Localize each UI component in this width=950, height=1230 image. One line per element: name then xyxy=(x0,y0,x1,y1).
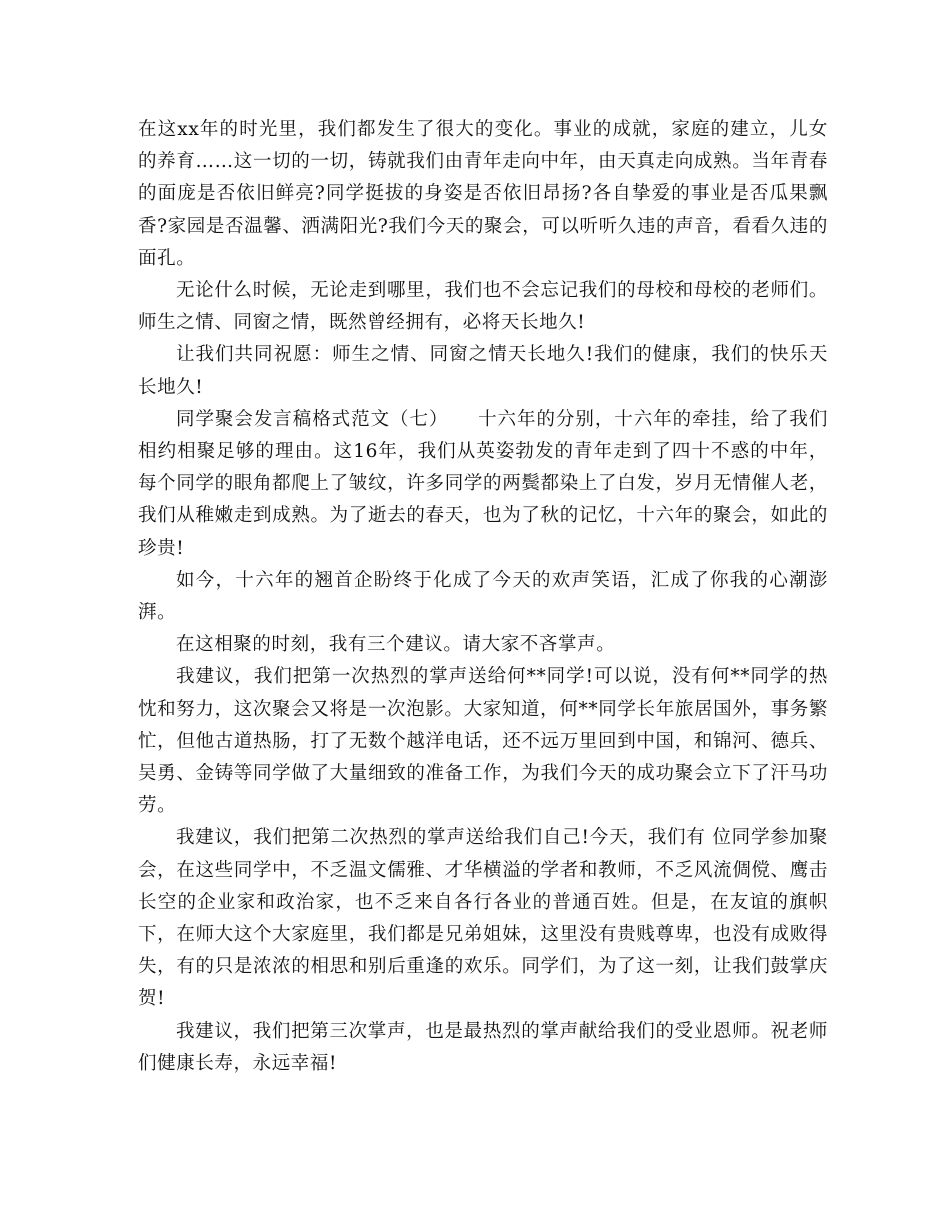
paragraph: 在这xx年的时光里，我们都发生了很大的变化。事业的成就，家庭的建立，儿女的养育……这一切的一切，铸就我们由青年走向中年，由天真走向成熟。当年青春的面庞是否依旧鲜亮?同学挺拔的身姿是否依旧昂扬?各自挚爱的事业是否瓜果飘香?家园是否温馨、洒满阳光?我们今天的聚会，可以听听久违的声音，看看久违的面孔。 xyxy=(138,119,828,269)
paragraph: 我建议，我们把第三次掌声，也是最热烈的掌声献给我们的受业恩师。祝老师们健康长寿，永远幸福! xyxy=(138,1020,828,1074)
paragraph: 无论什么时候，无论走到哪里，我们也不会忘记我们的母校和母校的老师们。师生之情、同窗之情，既然曾经拥有，必将天长地久! xyxy=(138,280,828,334)
paragraph: 我建议，我们把第二次热烈的掌声送给我们自己!今天，我们有 位同学参加聚会，在这些同学中，不乏温文儒雅、才华横溢的学者和教师，不乏风流倜傥、鹰击长空的企业家和政治家，也不乏来自各行各业的普通百姓。但是，在友谊的旗帜下，在师大这个大家庭里，我们都是兄弟姐妹，这里没有贵贱尊卑，也没有成败得失，有的只是浓浓的相思和别后重逢的欢乐。同学们，为了这一刻，让我们鼓掌庆贺! xyxy=(138,827,828,1010)
paragraph: 让我们共同祝愿：师生之情、同窗之情天长地久!我们的健康，我们的快乐天长地久! xyxy=(138,344,828,398)
document-body xyxy=(138,114,828,1080)
paragraph: 如今，十六年的翘首企盼终于化成了今天的欢声笑语，汇成了你我的心潮澎湃。 xyxy=(138,569,828,624)
paragraph: 我建议，我们把第一次热烈的掌声送给何**同学!可以说，没有何**同学的热忱和努力，这次聚会又将是一次泡影。大家知道，何**同学长年旅居国外，事务繁忙，但他古道热肠，打了无数个越洋电话，还不远万里回到中国，和锦河、德兵、吴勇、金铸等同学做了大量细致的准备工作，为我们今天的成功聚会立下了汗马功劳。 xyxy=(138,666,828,817)
paragraph: 在这相聚的时刻，我有三个建议。请大家不吝掌声。 xyxy=(176,634,616,656)
paragraph: 同学聚会发言稿格式范文（七） 十六年的分别，十六年的牵挂，给了我们相约相聚足够的理由。这16年，我们从英姿勃发的青年走到了四十不惑的中年，每个同学的眼角都爬上了皱纹，许多同学的两鬓都染上了白发，岁月无情催人老，我们从稚嫩走到成熟。为了逝去的春天，也为了秋的记忆，十六年的聚会，如此的珍贵! xyxy=(138,408,828,559)
